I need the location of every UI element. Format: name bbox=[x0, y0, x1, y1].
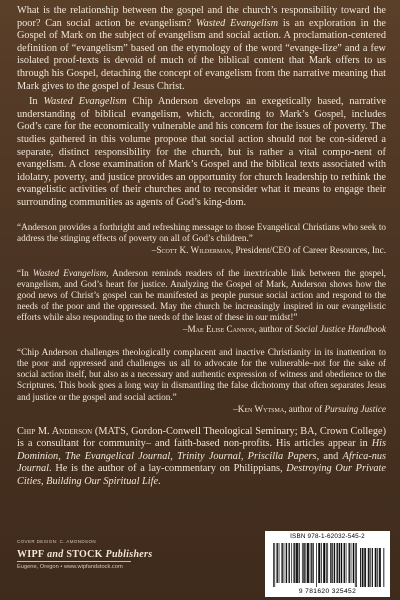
barcode-bar bbox=[351, 543, 352, 583]
barcode-bar bbox=[344, 543, 345, 583]
endorser-role: , author of bbox=[284, 403, 325, 414]
barcode-bar bbox=[344, 543, 345, 583]
publication-title: Africa-nus Journal bbox=[17, 450, 387, 475]
endorsement-quote bbox=[17, 268, 386, 323]
barcode-bar bbox=[341, 543, 342, 583]
endorser-role: , President/CEO of Career Resources, Inc. bbox=[230, 244, 386, 255]
barcode-bar bbox=[284, 543, 285, 583]
attrib-dash: – bbox=[233, 403, 238, 414]
barcode-addon-bar bbox=[383, 548, 384, 587]
barcode-bar bbox=[289, 543, 290, 583]
barcode-addon-bar bbox=[362, 548, 363, 587]
endorsement-attribution bbox=[17, 324, 386, 335]
book-title-italic: Wasted Evangelism bbox=[43, 96, 127, 108]
author-name: Chip M. Anderson bbox=[17, 425, 93, 437]
barcode-bar bbox=[294, 543, 295, 583]
barcode-addon-bar bbox=[363, 548, 364, 587]
barcode-bar bbox=[303, 543, 304, 583]
bio-text: (MATS, Gordon-Conwell Theological Seminary; BA, Crown College) is a consultant for community– and faith-based non-profits. His articles appear in bbox=[17, 425, 387, 450]
barcode-bar bbox=[304, 543, 305, 583]
bio-text: , bbox=[240, 450, 248, 462]
barcode-addon-bar bbox=[379, 548, 380, 587]
publication-title: Trinity Journal bbox=[177, 450, 241, 462]
endorsement-2 bbox=[17, 268, 386, 335]
endorser-book-title: Social Justice Handbook bbox=[294, 324, 386, 335]
barcode-bar bbox=[312, 543, 313, 583]
blurb-paragraph-2 bbox=[17, 96, 386, 209]
barcode-addon-bar bbox=[376, 548, 377, 587]
barcode-bar bbox=[305, 543, 306, 583]
barcode-bar bbox=[273, 543, 274, 587]
barcode-bar bbox=[353, 543, 354, 583]
barcode-bar bbox=[281, 543, 282, 583]
barcode-bar bbox=[321, 543, 322, 583]
barcode-bar bbox=[311, 543, 312, 583]
publication-title: His Dominion bbox=[17, 438, 386, 462]
endorser-name: Ken Wytsma bbox=[237, 403, 285, 414]
bio-text: , bbox=[170, 450, 178, 462]
barcode-bar bbox=[319, 543, 320, 583]
endorsement-3 bbox=[17, 347, 386, 414]
quote-text: , Anderson reminds readers of the inextricable link between the gospel, evangelism, and God’s heart for justice. Analyzing the Gospel of Mark, Anderson shows how the good news of Christ’s gospel can be manifested as people pursue social action and respond to the needs of the poor and the oppressed. May the church be increasingly inspired in our evangelistic efforts while also responding to the needs of the least of these in our midst!” bbox=[17, 267, 386, 323]
publisher-logo bbox=[17, 549, 152, 560]
barcode-bar bbox=[316, 543, 317, 587]
blurb-text: In bbox=[29, 96, 44, 108]
attrib-dash: – bbox=[151, 244, 157, 255]
cover-design-credit: COVER DESIGN: C. AMONDSON bbox=[17, 539, 97, 544]
barcode-addon-bar bbox=[375, 548, 376, 587]
barcode-bar bbox=[325, 543, 326, 583]
attrib-dash: – bbox=[182, 324, 188, 335]
barcode-addon-bar bbox=[364, 548, 365, 587]
barcode-bar bbox=[308, 543, 309, 583]
barcode-bar bbox=[330, 543, 331, 583]
book-title-italic: Wasted Evangelism bbox=[195, 17, 279, 29]
barcode-bar bbox=[356, 543, 357, 587]
quote-text: “Anderson provides a forthright and refreshing message to those Evangelical Christians who seek to address the stinging effects of poverty on all of God’s children.” bbox=[17, 221, 386, 243]
endorser-role: , author of bbox=[254, 324, 295, 335]
barcode-bar bbox=[299, 543, 300, 583]
barcode-bar bbox=[339, 543, 340, 583]
barcode-bar bbox=[346, 543, 347, 583]
blurb-text: Chip Anderson develops an exegetically based, narrative understanding of biblical evangelism, which, according to Mark’s Gospel, includes God’s care for the economically vulnerable and his concern for the issues of poverty. The studies gathered in this volume propose that social action should not be con-sidered a separate, distinct responsibility for the church, but is rather a vital compo-nent of evangelism. A close examination of Mark’s Gospel and the biblical texts associated with idolatry, poverty, and justice provides an opportunity for church leadership to rethink the evangelistic activities of their churches and to reconsider what it means to engage their surrounding communities as agents of God’s king-dom. bbox=[17, 96, 386, 208]
quote-text: “In bbox=[17, 267, 33, 278]
barcode-bar bbox=[297, 543, 298, 583]
publication-title: Destroying Our Private Cities, Building Our Spiritual Life bbox=[17, 463, 386, 487]
barcode-bar bbox=[334, 543, 335, 583]
barcode-bar bbox=[291, 543, 292, 583]
endorser-name: Mae Elise Cannon bbox=[187, 324, 255, 335]
barcode-addon-bar bbox=[377, 548, 378, 587]
barcode-addon-bar bbox=[365, 548, 366, 587]
bio-text: , bbox=[58, 450, 66, 462]
barcode-bar bbox=[298, 543, 299, 583]
barcode-bar bbox=[302, 543, 303, 583]
publisher-divider bbox=[17, 561, 131, 562]
bio-text: . bbox=[158, 476, 161, 487]
endorsement-attribution bbox=[17, 245, 386, 256]
barcode-bar bbox=[324, 543, 325, 583]
blurb-text: What is the relationship between the gospel and the church’s responsibility toward the poor? Can social action be evangelism? bbox=[17, 5, 386, 29]
endorser-book-title: Pursuing Justice bbox=[324, 403, 386, 414]
endorser-name: Scott K. Wilderman bbox=[156, 244, 231, 255]
barcode-bar bbox=[274, 543, 275, 587]
barcode-bar bbox=[308, 543, 309, 583]
barcode-bar bbox=[307, 543, 308, 583]
endorsement-quote bbox=[17, 347, 386, 402]
barcode-bar bbox=[286, 543, 287, 583]
barcode-icon bbox=[273, 543, 357, 587]
barcode-bar bbox=[293, 543, 294, 583]
publisher-suffix: Publishers bbox=[105, 549, 153, 560]
barcode-bar bbox=[296, 543, 297, 583]
publisher-and: and bbox=[44, 549, 67, 560]
barcode-bar bbox=[282, 543, 283, 583]
publication-title: Priscilla Papers bbox=[247, 450, 317, 462]
barcode-bar bbox=[310, 543, 311, 583]
barcode-bar bbox=[318, 543, 319, 583]
barcode-addon-bar bbox=[370, 548, 371, 587]
publisher-name: WIPF bbox=[17, 549, 45, 560]
author-bio bbox=[17, 426, 386, 489]
barcode-bar bbox=[355, 543, 356, 587]
barcode-bar bbox=[327, 543, 328, 583]
isbn-label: ISBN 978-1-62032-545-2 bbox=[290, 533, 365, 540]
cover-footer bbox=[0, 528, 400, 600]
endorsement-1 bbox=[17, 222, 386, 256]
endorsement-attribution bbox=[17, 404, 386, 415]
quote-text: “Chip Anderson challenges theologically complacent and inactive Christianity in its inattention to the poor and oppressed and challenges us all to advocate for the vulnerable–not for the sake of social action itself, but also as a necessary and authentic expression of witness and obedience to the Scriptures. This book goes a long way in dismantling the false dichotomy that often separates Jesus and justice or the gospel and social action.” bbox=[17, 347, 386, 402]
isbn-digits: 9 781620 325452 bbox=[298, 588, 357, 595]
bio-text: . He is the author of a lay-commentary on Philippians, bbox=[49, 463, 287, 475]
barcode-bar bbox=[349, 543, 350, 583]
barcode-bar bbox=[320, 543, 321, 583]
publisher-name-2: STOCK bbox=[66, 549, 103, 560]
barcode-bar bbox=[326, 543, 327, 583]
blurb-text: is an exploration in the Gospel of Mark on the subject of evangelism and social action. A proclamation-centered definition of “evangelism” based on the etymology of the word “evange-lize” and a few isolated proof-texts is devoid of much of the biblical content that Mark offers to us through his Gospel, detaching the concept of evangelism from the narrative meaning that Mark gives to the gospel of Jesus Christ. bbox=[17, 17, 386, 92]
barcode-addon-bar bbox=[360, 548, 361, 587]
barcode-bar bbox=[337, 543, 338, 583]
barcode-bar bbox=[323, 543, 324, 583]
barcode-addon-bar bbox=[368, 548, 369, 587]
barcode-addon-bar bbox=[372, 548, 373, 587]
barcode-bar bbox=[341, 543, 342, 583]
barcode-bar bbox=[339, 543, 340, 583]
barcode-bar bbox=[296, 543, 297, 583]
barcode-bar bbox=[331, 543, 332, 583]
barcode-bar bbox=[334, 543, 335, 583]
isbn-barcode bbox=[265, 531, 390, 597]
endorsement-quote bbox=[17, 222, 386, 244]
publisher-address: Eugene, Oregon • www.wipfandstock.com bbox=[17, 564, 123, 570]
barcode-bar bbox=[289, 543, 290, 583]
publication-title: The Evangelical Journal bbox=[65, 450, 171, 462]
barcode-addon-bar bbox=[380, 548, 381, 587]
barcode-bar bbox=[277, 543, 278, 583]
blurb-paragraph-1 bbox=[17, 5, 386, 93]
barcode-bar bbox=[286, 543, 287, 583]
book-title-italic: Wasted Evangelism bbox=[32, 267, 107, 278]
barcode-addon-bar bbox=[369, 548, 370, 587]
bio-text: , and bbox=[316, 450, 343, 462]
barcode-bar bbox=[313, 543, 314, 583]
barcode-bar bbox=[353, 543, 354, 583]
barcode-bar bbox=[277, 543, 278, 583]
barcode-addon-icon bbox=[360, 548, 386, 587]
barcode-bar bbox=[349, 543, 350, 583]
barcode-bar bbox=[279, 543, 280, 583]
barcode-bar bbox=[332, 543, 333, 583]
barcode-bar bbox=[337, 543, 338, 583]
